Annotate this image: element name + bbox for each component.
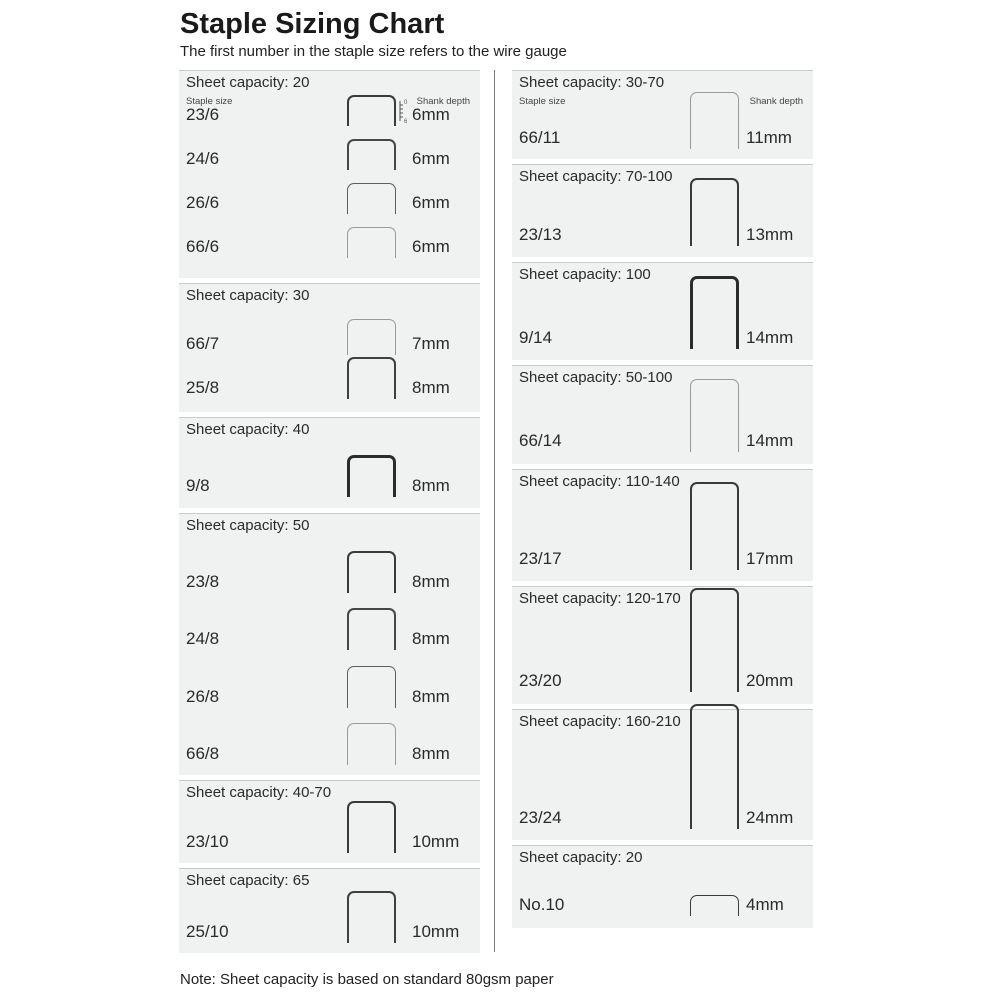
staple-size: 23/8 [186, 572, 220, 591]
staple-size: 25/8 [186, 378, 220, 397]
staple-row [179, 564, 480, 594]
sheet-capacity-label: Sheet capacity: 50 [186, 517, 310, 534]
sheet-capacity-label: Sheet capacity: 40 [186, 421, 310, 438]
staple-size: 26/6 [186, 193, 220, 212]
capacity-section [512, 469, 813, 581]
staple-shape [347, 139, 396, 170]
shank-depth: 20mm [746, 671, 794, 690]
staple-shape [690, 178, 739, 246]
shank-depth-header: Shank depth [749, 96, 803, 107]
staple-row [179, 824, 480, 854]
staple-size-header: Staple size [519, 96, 566, 107]
sheet-capacity-label: Sheet capacity: 30-70 [519, 74, 665, 91]
shank-depth: 6mm [412, 237, 450, 256]
shank-depth: 8mm [412, 378, 450, 397]
staple-size-header: Staple size [186, 96, 233, 107]
staple-row [512, 217, 813, 247]
shank-depth: 6mm [412, 193, 450, 212]
capacity-section [179, 417, 480, 508]
staple-row [179, 326, 480, 356]
sheet-capacity-label: Sheet capacity: 110-140 [519, 473, 680, 490]
staple-row [179, 621, 480, 651]
sheet-capacity-label: Sheet capacity: 40-70 [186, 784, 332, 801]
staple-row [179, 679, 480, 709]
shank-depth: 8mm [412, 687, 450, 706]
staple-size: 23/6 [186, 105, 220, 124]
sheet-capacity-label: Sheet capacity: 100 [519, 266, 651, 283]
shank-depth: 14mm [746, 431, 794, 450]
staple-shape [690, 379, 739, 452]
sheet-capacity-label: Sheet capacity: 30 [186, 287, 310, 304]
staple-row [179, 97, 480, 127]
staple-size: 24/6 [186, 149, 220, 168]
capacity-section [179, 513, 480, 775]
staple-shape [347, 891, 396, 943]
capacity-section [512, 845, 813, 928]
sheet-capacity-label: Sheet capacity: 65 [186, 872, 310, 889]
shank-depth: 7mm [412, 334, 450, 353]
sheet-capacity-label: Sheet capacity: 160-210 [519, 713, 681, 730]
shank-depth: 13mm [746, 225, 794, 244]
capacity-section [179, 868, 480, 953]
shank-depth: 24mm [746, 808, 794, 827]
staple-row [512, 541, 813, 571]
staple-size: 23/20 [519, 671, 562, 690]
column-divider [494, 70, 495, 952]
staple-row [179, 141, 480, 171]
staple-shape [347, 723, 396, 765]
shank-depth: 6mm [412, 149, 450, 168]
staple-row [179, 468, 480, 498]
shank-depth: 6mm [412, 105, 450, 124]
page-subtitle: The first number in the staple size refers to the wire gauge [180, 43, 567, 60]
shank-depth: 11mm [746, 128, 792, 147]
staple-size: 24/8 [186, 629, 220, 648]
capacity-section [179, 780, 480, 863]
staple-row [512, 887, 813, 917]
shank-depth: 10mm [412, 922, 460, 941]
staple-row [179, 914, 480, 944]
staple-size: 66/7 [186, 334, 220, 353]
staple-size: 66/6 [186, 237, 220, 256]
shank-depth: 4mm [746, 895, 784, 914]
staple-shape [690, 704, 739, 829]
staple-shape [347, 227, 396, 258]
capacity-section [512, 365, 813, 464]
staple-row [179, 370, 480, 400]
staple-size: 66/14 [519, 431, 562, 450]
capacity-section [512, 262, 813, 360]
staple-size: 25/10 [186, 922, 229, 941]
shank-depth: 8mm [412, 476, 450, 495]
staple-row [512, 423, 813, 453]
staple-shape [347, 666, 396, 708]
ruler-label-bottom: 6 [404, 119, 408, 123]
staple-size: No.10 [519, 895, 565, 914]
staple-shape [690, 482, 739, 570]
ruler-label-top: 0 [404, 100, 408, 106]
shank-depth-header: Shank depth [416, 96, 470, 107]
staple-size: 26/8 [186, 687, 220, 706]
staple-row [512, 663, 813, 693]
staple-size: 23/13 [519, 225, 562, 244]
sheet-capacity-label: Sheet capacity: 50-100 [519, 369, 673, 386]
staple-size: 66/11 [519, 128, 561, 147]
capacity-section [512, 164, 813, 257]
shank-depth: 14mm [746, 328, 794, 347]
capacity-section [512, 586, 813, 704]
staple-shape [690, 588, 739, 692]
staple-shape [347, 801, 396, 853]
capacity-section [179, 283, 480, 412]
footnote: Note: Sheet capacity is based on standard 80gsm paper [180, 971, 554, 988]
staple-size: 23/24 [519, 808, 562, 827]
staple-shape [690, 276, 739, 349]
capacity-section [512, 709, 813, 840]
staple-row [512, 800, 813, 830]
staple-shape [347, 319, 396, 355]
staple-shape [347, 551, 396, 593]
staple-shape [347, 455, 396, 497]
capacity-section [179, 70, 480, 278]
staple-shape [347, 95, 396, 126]
staple-row [179, 229, 480, 259]
staple-size: 66/8 [186, 744, 220, 763]
staple-shape [347, 357, 396, 399]
sheet-capacity-label: Sheet capacity: 70-100 [519, 168, 673, 185]
sheet-capacity-label: Sheet capacity: 20 [186, 74, 310, 91]
sheet-capacity-label: Sheet capacity: 120-170 [519, 590, 681, 607]
staple-row [179, 185, 480, 215]
shank-depth: 10mm [412, 832, 460, 851]
staple-shape [690, 895, 739, 916]
staple-row [512, 320, 813, 350]
staple-shape [347, 183, 396, 214]
staple-size: 9/14 [519, 328, 553, 347]
staple-shape [347, 608, 396, 650]
shank-depth: 17mm [746, 549, 794, 568]
right-column [512, 70, 813, 933]
shank-depth: 8mm [412, 744, 450, 763]
staple-size: 23/10 [186, 832, 229, 851]
staple-row [512, 120, 813, 150]
page-title: Staple Sizing Chart [180, 8, 445, 40]
staple-size: 9/8 [186, 476, 210, 495]
sheet-capacity-label: Sheet capacity: 20 [519, 849, 643, 866]
shank-depth: 8mm [412, 629, 450, 648]
staple-row [179, 736, 480, 766]
capacity-section [512, 70, 813, 159]
staple-size: 23/17 [519, 549, 562, 568]
depth-ruler-icon [398, 99, 408, 123]
shank-depth: 8mm [412, 572, 450, 591]
staple-shape [690, 92, 739, 149]
left-column [179, 70, 480, 958]
